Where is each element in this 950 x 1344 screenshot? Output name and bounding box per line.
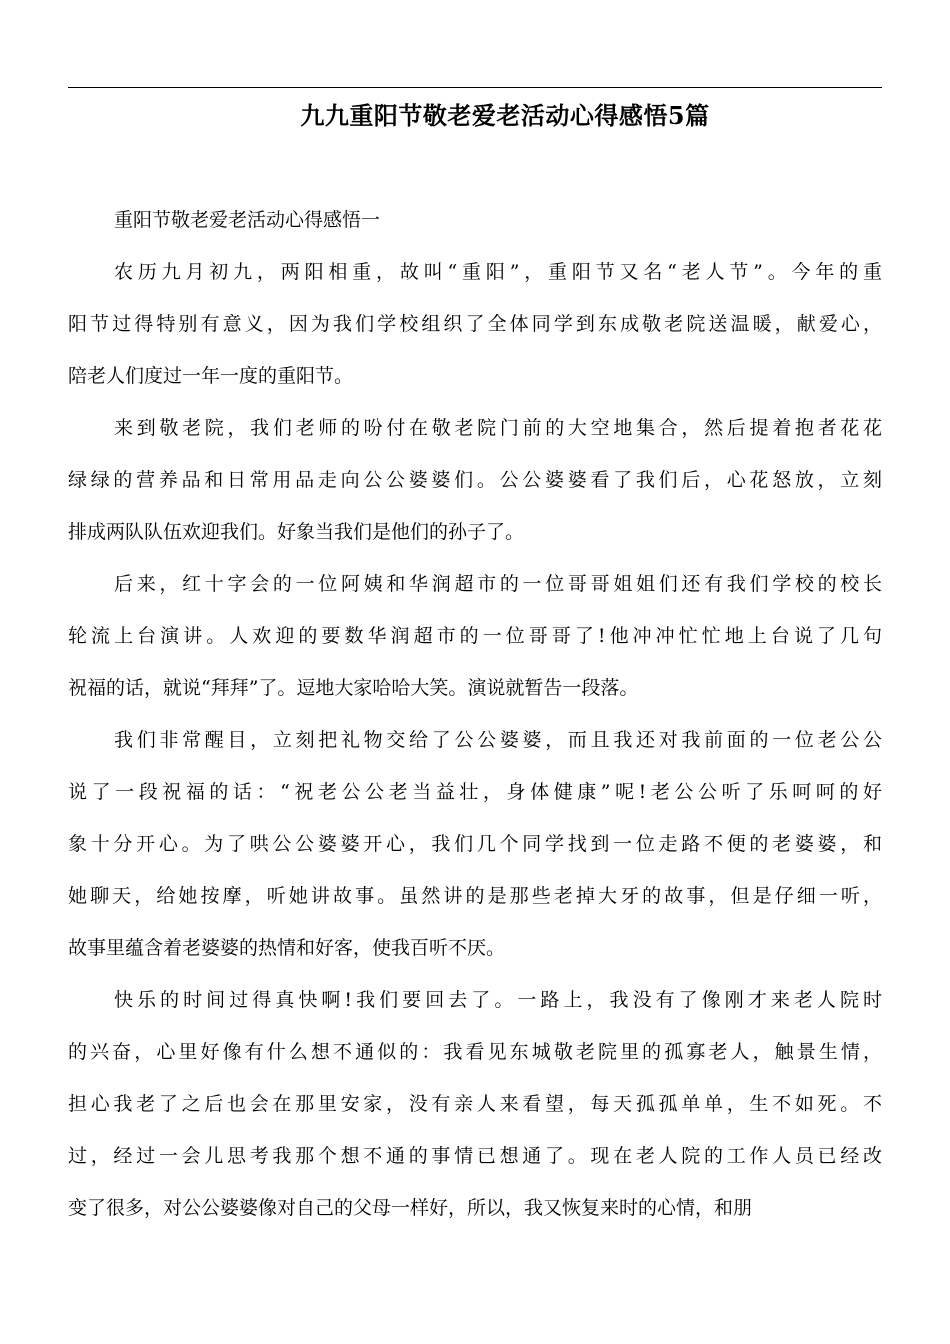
paragraph-line: 的兴奋，心里好像有什么想不通似的：我看见东城敬老院里的孤寡老人，触景生情，	[68, 1041, 882, 1063]
paragraph-line: 轮流上台演讲。人欢迎的要数华润超市的一位哥哥了!他冲冲忙忙地上台说了几句	[68, 625, 882, 647]
paragraph-line: 说了一段祝福的话：“祝老公公老当益壮，身体健康”呢!老公公听了乐呵呵的好	[68, 781, 882, 803]
paragraph-line: 阳节过得特别有意义，因为我们学校组织了全体同学到东成敬老院送温暖，献爱心，	[68, 313, 882, 335]
paragraph-line: 她聊天，给她按摩，听她讲故事。虽然讲的是那些老掉大牙的故事，但是仔细一听，	[68, 885, 882, 907]
paragraph-line: 来到敬老院，我们老师的吩付在敬老院门前的大空地集合，然后提着抱者花花	[114, 417, 882, 439]
paragraph-line: 绿绿的营养品和日常用品走向公公婆婆们。公公婆婆看了我们后，心花怒放，立刻	[68, 469, 882, 491]
paragraph	[68, 414, 882, 546]
paragraph	[68, 986, 882, 1222]
paragraph-line: 象十分开心。为了哄公公婆婆开心，我们几个同学找到一位走路不便的老婆婆，和	[68, 833, 882, 855]
paragraph-line: 变了很多，对公公婆婆像对自己的父母一样好，所以，我又恢复来时的心情，和朋	[68, 1197, 753, 1219]
paragraph-list	[68, 258, 882, 1222]
paragraph-line: 陪老人们度过一年一度的重阳节。	[68, 365, 354, 387]
document-title: 九九重阳节敬老爱老活动心得感悟5篇	[300, 101, 710, 130]
paragraph-line: 农历九月初九，两阳相重，故叫“重阳”，重阳节又名“老人节”。今年的重	[114, 261, 882, 283]
header-rule	[68, 87, 882, 88]
paragraph	[68, 258, 882, 390]
document-body	[68, 206, 882, 1246]
paragraph-line: 故事里蕴含着老婆婆的热情和好客，使我百听不厌。	[68, 937, 506, 959]
paragraph-line: 排成两队队伍欢迎我们。好象当我们是他们的孙子了。	[68, 521, 525, 543]
paragraph-line: 快乐的时间过得真快啊!我们要回去了。一路上，我没有了像刚才来老人院时	[114, 989, 882, 1011]
section-heading: 重阳节敬老爱老活动心得感悟一	[114, 209, 381, 231]
paragraph-line: 后来，红十字会的一位阿姨和华润超市的一位哥哥姐姐们还有我们学校的校长	[114, 573, 882, 595]
paragraph-line: 担心我老了之后也会在那里安家，没有亲人来看望，每天孤孤单单，生不如死。不	[68, 1093, 882, 1115]
paragraph-line: 祝福的话，就说“拜拜”了。逗地大家哈哈大笑。演说就暂告一段落。	[68, 677, 639, 699]
paragraph-line: 我们非常醒目，立刻把礼物交给了公公婆婆，而且我还对我前面的一位老公公	[114, 729, 882, 751]
paragraph-line: 过，经过一会儿思考我那个想不通的事情已想通了。现在老人院的工作人员已经改	[68, 1145, 882, 1167]
paragraph	[68, 726, 882, 962]
paragraph	[68, 570, 882, 702]
